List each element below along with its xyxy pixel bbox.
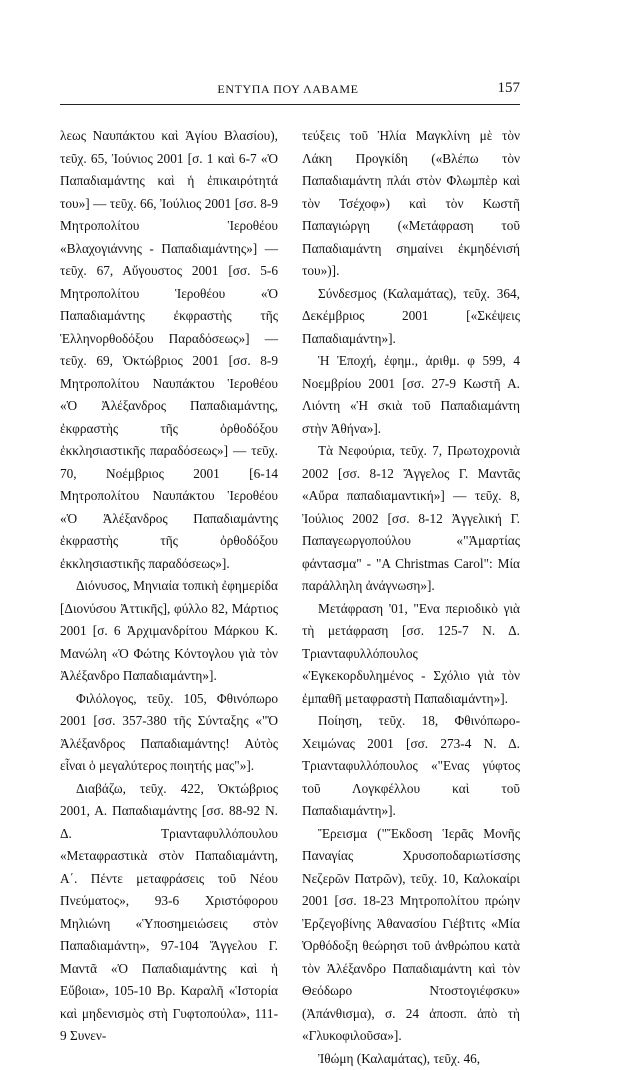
header-rule bbox=[60, 104, 520, 105]
entry-paragraph: Φιλόλογος, τεῦχ. 105, Φθινόπωρο 2001 [σσ. 357-380 τῆς Σύνταξης «"Ὁ Ἀλέξανδρος Παπαδιαμάντης! Αὐτὸς εἶναι ὁ μεγαλύτερος ποιητής μας"»]. bbox=[60, 688, 278, 778]
entry-paragraph: Διαβάζω, τεῦχ. 422, Ὀκτώβριος 2001, Α. Παπαδιαμάντης [σσ. 88-92 Ν. Δ. Τριανταφυλλόπουλου «Μεταφραστικὰ στὸν Παπαδιαμάντη, Α΄. Πέντε μεταφράσεις τοῦ Νέου Πνεύματος», 93-6 Χριστόφορου Μηλιώνη «Ὑποσημειώσεις στὸν Παπαδιαμάντη», 97-104 Ἄγγελου Γ. Μαντᾶ «Ὁ Παπαδιαμάντης καὶ ἡ Εὔβοια», 105-10 Βρ. Καραλῆ «Ἱστορία καὶ μηδενισμὸς στὴ Γυφτοπούλα», 111-9 Συνεν- bbox=[60, 778, 278, 1048]
entry-paragraph: Ἡ Ἐποχή, ἐφημ., ἀριθμ. φ 599, 4 Νοεμβρίου 2001 [σσ. 27-9 Κωστῆ Α. Λιόντη «Ἡ σκιὰ τοῦ Παπαδιαμάντη στὴν Ἀθήνα»]. bbox=[302, 350, 520, 440]
entry-paragraph: τεύξεις τοῦ Ἠλία Μαγκλίνη μὲ τὸν Λάκη Προγκίδη («Βλέπω τὸν Παπαδιαμάντη πλάι στὸν Φλωμπὲρ καὶ τὸν Τσέχοφ») καὶ τὸν Κωστῆ Παπαγιώργη («Μετάφραση τοῦ Παπαδιαμάντη σημαίνει ἐκμηδένισή του»)]. bbox=[302, 125, 520, 283]
entry-paragraph: Μετάφραση '01, "Ενα περιοδικὸ γιὰ τὴ μετάφραση [σσ. 125-7 Ν. Δ. Τριανταφυλλόπουλος «Ἐγκεκορδυλημένος - Σχόλιο γιὰ τὸν ἐμπαθῆ μεταφραστὴ Παπαδιαμάντη»]. bbox=[302, 598, 520, 711]
entry-paragraph: Σύνδεσμος (Καλαμάτας), τεῦχ. 364, Δεκέμβριος 2001 [«Σκέψεις Παπαδιαμάντη»]. bbox=[302, 283, 520, 351]
running-title: ΕΝΤΥΠΑ ΠΟΥ ΛΑΒΑΜΕ bbox=[60, 82, 516, 97]
entry-paragraph: Ποίηση, τεῦχ. 18, Φθινόπωρο-Χειμώνας 2001 [σσ. 273-4 Ν. Δ. Τριανταφυλλόπουλος «"Ενας γύφτος τοῦ Λογκφέλλου καὶ τοῦ Παπαδιαμάντη»]. bbox=[302, 710, 520, 823]
left-column bbox=[60, 125, 278, 1048]
entry-paragraph: Ἰθώμη (Καλαμάτας), τεῦχ. 46, bbox=[302, 1048, 520, 1070]
page-number: 157 bbox=[498, 80, 521, 97]
entry-paragraph: λεως Ναυπάκτου καὶ Ἁγίου Βλασίου), τεῦχ. 65, Ἰούνιος 2001 [σ. 1 καὶ 6-7 «Ὁ Παπαδιαμάντης καὶ ἡ ἐπικαιρότητά του»] — τεῦχ. 66, Ἰούλιος 2001 [σσ. 8-9 Μητροπολίτου Ἱεροθέου «Βλαχογιάννης - Παπαδιαμάντης»] — τεῦχ. 67, Αὔγουστος 2001 [σσ. 5-6 Μητροπολίτου Ἱεροθέου «Ὁ Παπαδιαμάντης ἐκφραστὴς τῆς Ἑλληνορθοδόξου Παραδόσεως»] — τεῦχ. 69, Ὀκτώβριος 2001 [σσ. 8-9 Μητροπολίτου Ναυπάκτου Ἱεροθέου «Ὁ Ἀλέξανδρος Παπαδιαμάντης, ἐκφραστὴς τῆς ὀρθοδόξου ἐκκλησιαστικῆς παραδόσεως»] — τεῦχ. 70, Νοέμβριος 2001 [6-14 Μητροπολίτου Ναυπάκτου Ἱεροθέου «Ὁ Ἀλέξανδρος Παπαδιαμάντης ἐκφραστὴς τῆς ὀρθοδόξου ἐκκλησιαστικῆς παραδόσεως»]. bbox=[60, 125, 278, 575]
right-column bbox=[302, 125, 520, 1070]
entry-paragraph: Ἔρεισμα ("Ἔκδοση Ἱερᾶς Μονῆς Παναγίας Χρυσοποδαριωτίσσης Νεζερῶν Πατρῶν), τεῦχ. 10, Καλοκαίρι 2001 [σσ. 18-23 Μητροπολίτου πρώην Ἐρζεγοβίνης Ἀθανασίου Γιέβτιτς «Μία Ὀρθόδοξη θεώρησι τοῦ ἀνθρώπου κατὰ τὸν Ἀλέξανδρο Παπαδιαμάντη καὶ τὸν Θεόδωρο Ντοστογιέφσκυ» (Ἀπάνθισμα), σ. 24 ἀποσπ. ἀπὸ τὴ «Γλυκοφιλοῦσα»]. bbox=[302, 823, 520, 1048]
entry-paragraph: Τὰ Νεφούρια, τεῦχ. 7, Πρωτοχρονιὰ 2002 [σσ. 8-12 Ἄγγελος Γ. Μαντᾶς «Αὔρα παπαδιαμαντική»] — τεῦχ. 8, Ἰούλιος 2002 [σσ. 8-12 Ἀγγελική Γ. Παπαγεωργοπούλου «"Ἁμαρτίας φάντασμα" - "A Christmas Carol": Μία παράλληλη ἀνάγνωση»]. bbox=[302, 440, 520, 598]
entry-paragraph: Διόνυσος, Μηνιαία τοπικὴ ἐφημερίδα [Διονύσου Ἀττικῆς], φύλλο 82, Μάρτιος 2001 [σ. 6 Ἀρχιμανδρίτου Μάρκου Κ. Μανώλη «Ὁ Φώτης Κόντογλου γιὰ τὸν Ἀλέξανδρο Παπαδιαμάντη»]. bbox=[60, 575, 278, 688]
